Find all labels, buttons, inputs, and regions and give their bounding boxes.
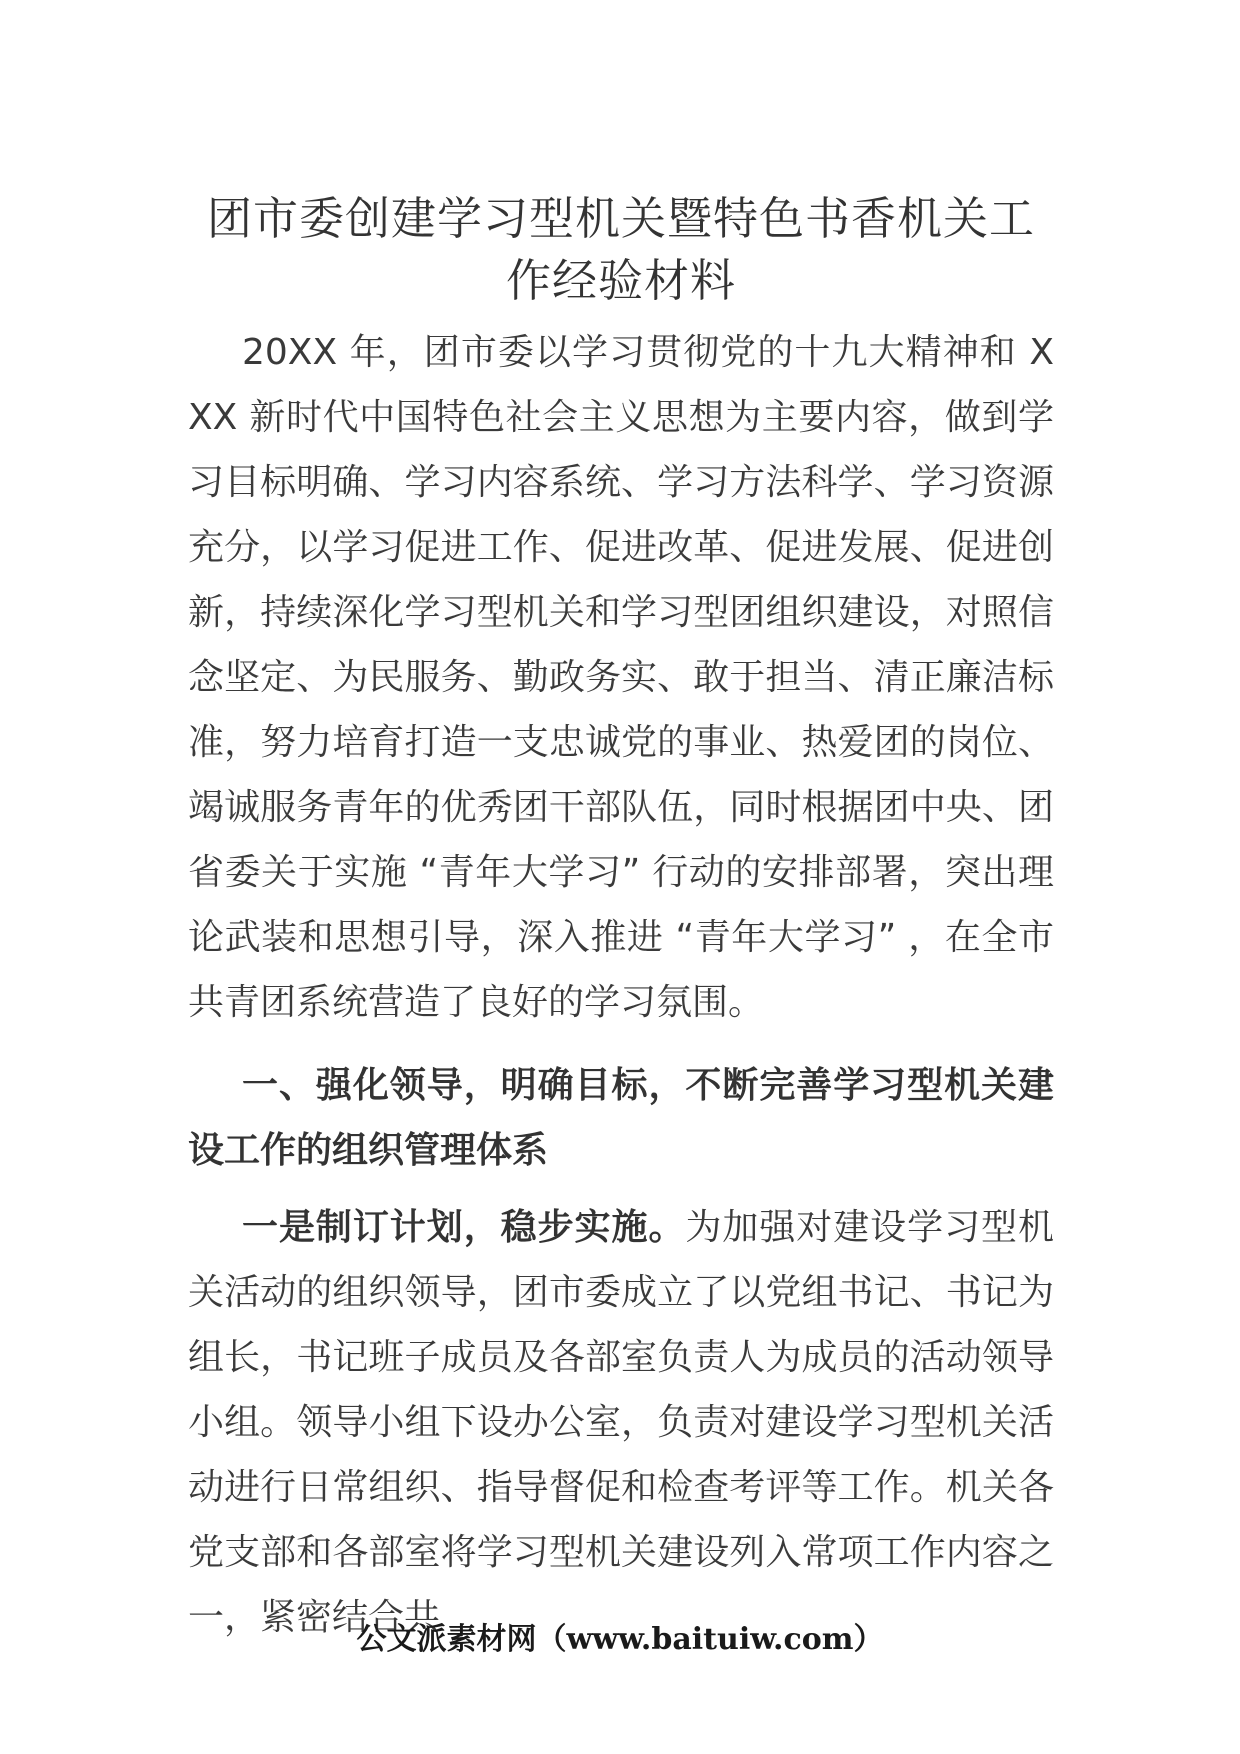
title-line-1: 团市委创建学习型机关暨特色书香机关工 (206, 192, 1035, 245)
title-line-2: 作经验材料 (505, 254, 736, 307)
document-page (188, 188, 1054, 1650)
document-title (188, 188, 1054, 312)
intro-paragraph: 20XX 年，团市委以学习贯彻党的十九大精神和 XXX 新时代中国特色社会主义思想为主要内容，做到学习目标明确、学习内容系统、学习方法科学、学习资源充分，以学习促进工作、促进改革、促进发展、促进创新，持续深化学习型机关和学习型团组织建设，对照信念坚定、为民服务、勤政务实、敢于担当、清正廉洁标准，努力培育打造一支忠诚党的事业、热爱团的岗位、竭诚服务青年的优秀团干部队伍，同时根据团中央、团省委关于实施 “青年大学习” 行动的安排部署，突出理论武装和思想引导，深入推进 “青年大学习” ，在全市共青团系统营造了良好的学习氛围。 (188, 332, 1054, 1023)
footer-watermark: 公文派素材网（www.baituiw.com） (356, 1622, 884, 1657)
body-paragraph-2 (188, 1195, 1054, 1650)
paragraph-lead-text: 一是制订计划，稳步实施。 (242, 1207, 686, 1248)
paragraph-body-text: 为加强对建设学习型机关活动的组织领导，团市委成立了以党组书记、书记为组长，书记班子成员及各部室负责人为成员的活动领导小组。领导小组下设办公室，负责对建设学习型机关活动进行日常组织、指导督促和检查考评等工作。机关各党支部和各部室将学习型机关建设列入常项工作内容之一，紧密结合共 (188, 1207, 1054, 1638)
section-heading-1: 一、强化领导，明确目标，不断完善学习型机关建设工作的组织管理体系 (188, 1065, 1054, 1171)
